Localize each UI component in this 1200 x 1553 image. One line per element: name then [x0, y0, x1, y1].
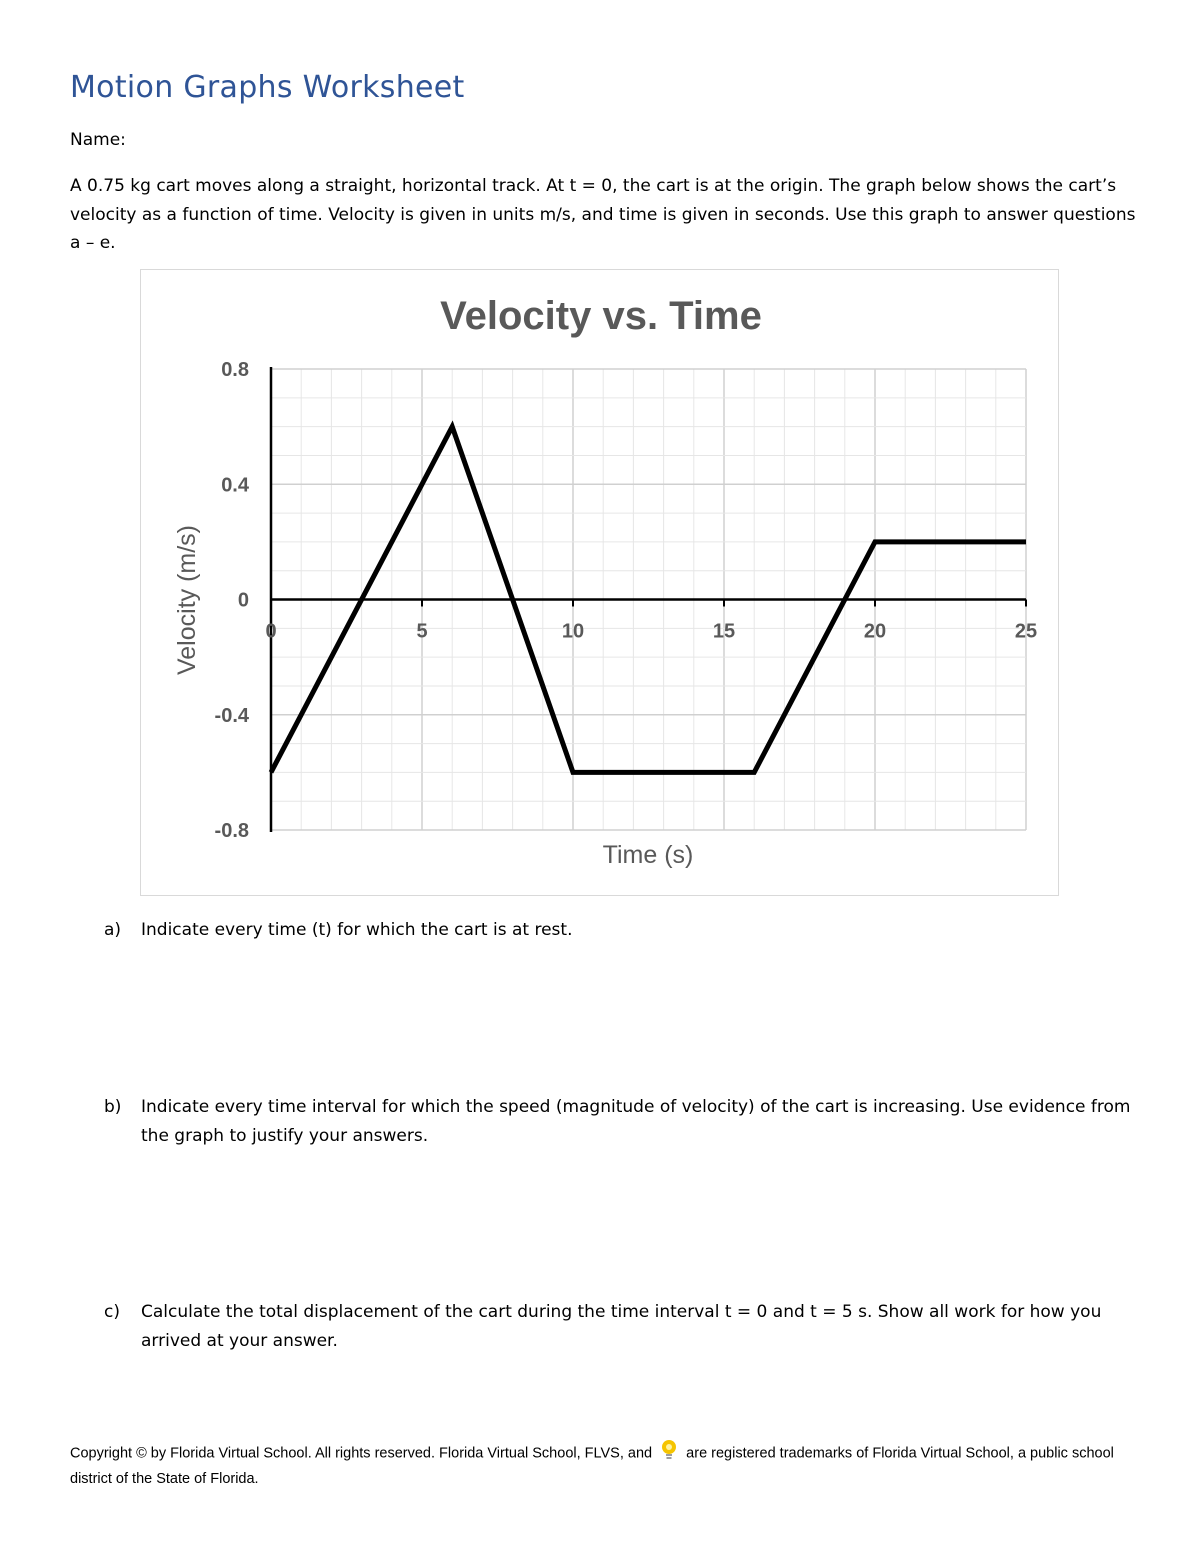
- flvs-lightbulb-icon: [660, 1439, 678, 1468]
- x-tick-label: 0: [265, 620, 277, 643]
- y-tick-label: 0: [237, 589, 249, 612]
- copyright-text: Copyright © by Florida Virtual School. All rights reserved. Florida Virtual School, FLVS, and: [70, 1445, 653, 1462]
- question-label: a): [104, 920, 122, 940]
- y-tick-label: -0.4: [214, 704, 249, 727]
- x-axis-title: Time (s): [602, 841, 694, 869]
- x-tick-label: 10: [561, 620, 585, 643]
- y-axis-title: Velocity (m/s): [173, 524, 201, 676]
- question-text: Indicate every time interval for which the speed (magnitude of velocity) of the cart is increasing. Use evidence from the graph to justify your answers.: [141, 1097, 1131, 1146]
- x-tick-label: 25: [1014, 620, 1038, 643]
- trademark-text: are registered trademarks of Florida Virtual School, a public school district of the State of Florida.: [70, 1445, 1114, 1487]
- x-tick-label: 20: [863, 620, 887, 643]
- velocity-chart-svg: [141, 270, 1060, 897]
- question-label: c): [104, 1302, 120, 1322]
- y-tick-label: 0.4: [221, 474, 249, 497]
- question-text: Indicate every time (t) for which the cart is at rest.: [141, 920, 573, 940]
- question-label: b): [104, 1097, 122, 1117]
- y-tick-label: -0.8: [214, 820, 249, 842]
- intro-paragraph: A 0.75 kg cart moves along a straight, horizontal track. At t = 0, the cart is at the origin. The graph below shows the cart’s velocity as a function of time. Velocity is given in units m/s, and time is given in seconds. Use this graph to answer questions a – e.: [70, 176, 1136, 253]
- copyright-footer: [70, 1439, 1140, 1490]
- x-tick-label: 15: [712, 620, 736, 643]
- question-text: Calculate the total displacement of the cart during the time interval t = 0 and t = 5 s. Show all work for how you arrived at your answer.: [141, 1302, 1102, 1351]
- y-tick-label: 0.8: [221, 359, 249, 381]
- page-title: Motion Graphs Worksheet: [70, 70, 465, 105]
- velocity-chart: [140, 269, 1059, 896]
- chart-axes: [271, 367, 1026, 832]
- question-b: [104, 1093, 1134, 1151]
- x-tick-label: 5: [416, 620, 428, 643]
- name-label: Name:: [70, 130, 126, 150]
- question-c: [104, 1298, 1134, 1356]
- question-a: [104, 916, 1134, 945]
- chart-title: Velocity vs. Time: [440, 294, 762, 338]
